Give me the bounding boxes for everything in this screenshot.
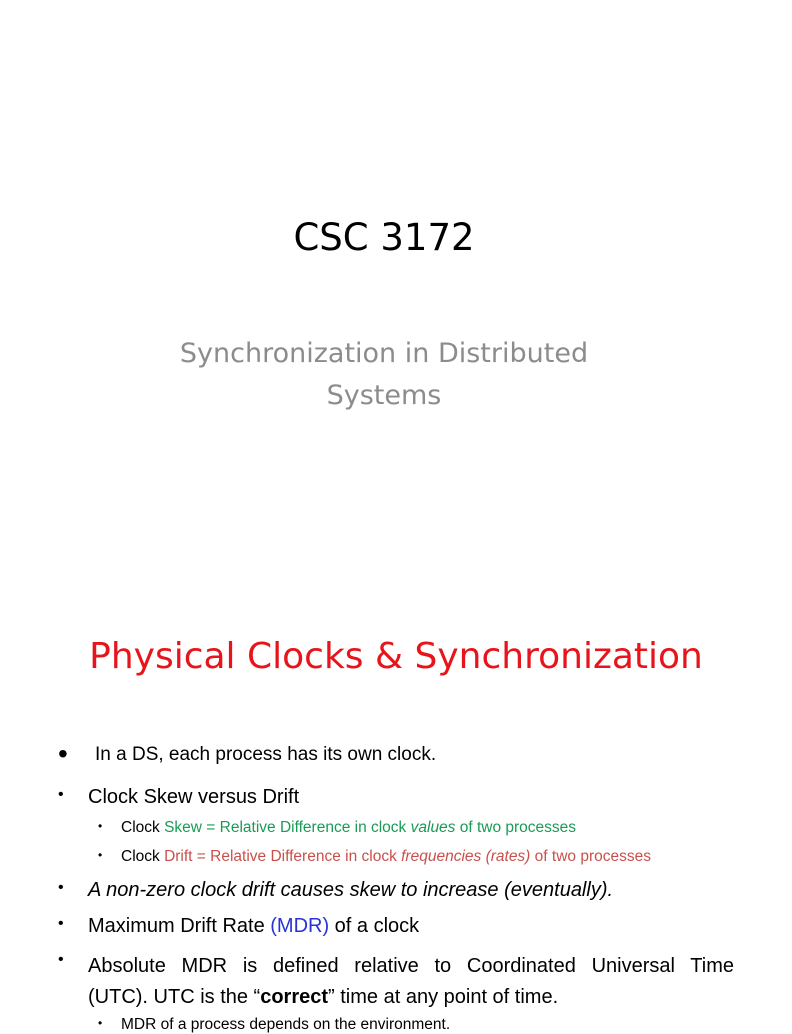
- text-utc-is-the: (UTC). UTC is the “: [88, 986, 261, 1008]
- bullet-text: [88, 915, 419, 938]
- text-frequencies: frequencies (rates): [401, 848, 531, 865]
- bullet-marker: •: [98, 848, 103, 862]
- bullet-text: In a DS, each process has its own clock.: [95, 744, 437, 765]
- bullet-marker: •: [98, 819, 103, 833]
- text-max-drift-rate: Maximum Drift Rate: [88, 915, 271, 937]
- text-mdr-acronym: (MDR): [270, 915, 330, 937]
- slide-title-course: CSC 3172: [293, 216, 475, 259]
- bullet-text: Clock Skew versus Drift: [88, 786, 300, 808]
- subtitle-line-2: Systems: [326, 380, 442, 411]
- bullet-marker: •: [58, 951, 64, 968]
- text-correct: correct: [260, 986, 329, 1008]
- text-values: values: [410, 819, 456, 836]
- bullet-text: A non-zero clock drift causes skew to increase (eventually).: [88, 879, 614, 901]
- text-line-2: [88, 982, 734, 1013]
- text-clock: Clock: [121, 819, 165, 836]
- slide-title-physical-clocks: Physical Clocks & Synchronization: [89, 636, 703, 677]
- text-drift-definition: Drift = Relative Difference in clock: [164, 848, 402, 865]
- text-of-two-processes: of two processes: [455, 819, 577, 836]
- sub-bullet-text: [121, 848, 651, 866]
- content-slide: [0, 576, 768, 1033]
- text-time-at-any-point: ” time at any point of time.: [328, 986, 559, 1008]
- sub-bullet-text: [121, 819, 576, 837]
- bullet-marker: •: [58, 915, 64, 932]
- text-of-two-processes: of two processes: [530, 848, 651, 865]
- bullet-marker: •: [58, 879, 64, 896]
- slide-subtitle: [0, 333, 768, 417]
- text-skew-definition: Skew = Relative Difference in clock: [164, 819, 411, 836]
- text-of-a-clock: of a clock: [329, 915, 420, 937]
- bullet-marker: •: [58, 786, 64, 803]
- bullet-marker: •: [58, 738, 68, 769]
- text-clock: Clock: [121, 848, 165, 865]
- subtitle-line-1: Synchronization in Distributed: [179, 338, 589, 369]
- bullet-text: [88, 951, 734, 1013]
- text-line-1: Absolute MDR is defined relative to Coordinated Universal Time: [88, 955, 734, 977]
- sub-bullet-text: MDR of a process depends on the environment.: [121, 1016, 451, 1033]
- bullet-marker: •: [98, 1016, 103, 1030]
